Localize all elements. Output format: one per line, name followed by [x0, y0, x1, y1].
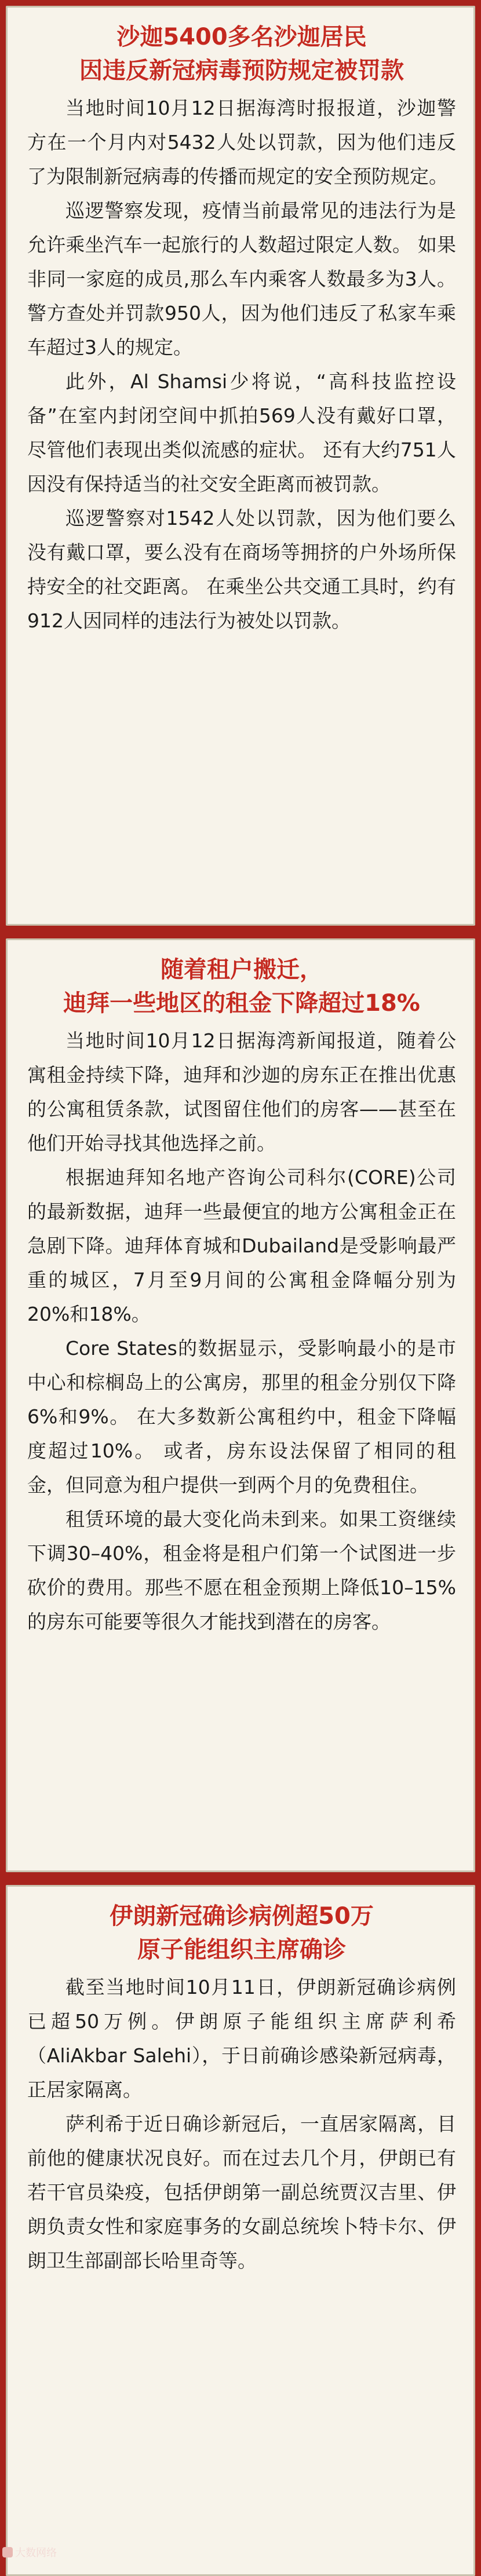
article-paragraph: 此外，Al Shamsi少将说，“高科技监控设备”在室内封闭空间中抓拍569人没有戴好口罩，尽管他们表现出类似流感的症状。 还有大约751人因没有保持适当的社交安全距离而被罚款。	[27, 370, 456, 495]
article-paragraph: 萨利希于近日确诊新冠后，一直居家隔离，目前他的健康状况良好。而在过去几个月，伊朗已有若干官员染疫，包括伊朗第一副总统贾汉吉里、伊朗负责女性和家庭事务的女副总统埃卜特卡尔、伊朗卫生部副部长哈里奇等。	[27, 2113, 456, 2272]
article-headline	[27, 20, 456, 87]
article-card	[6, 1885, 475, 2576]
article-paragraph: 截至当地时间10月11日，伊朗新冠确诊病例已超50万例。伊朗原子能组织主席萨利希（AliAkbar Salehi），于日前确诊感染新冠病毒，正居家隔离。	[27, 1976, 456, 2101]
article-headline	[27, 1899, 456, 1967]
headline-line: 随着租户搬迁，	[161, 956, 323, 983]
headline-line: 因违反新冠病毒预防规定被罚款	[79, 57, 404, 84]
article-card	[6, 6, 475, 926]
article-paragraph: 根据迪拜知名地产咨询公司科尔(CORE)公司的最新数据，迪拜一些最便宜的地方公寓租金正在急剧下降。迪拜体育城和Dubailand是受影响最严重的城区，7月至9月间的公寓租金降幅分别为20%和18%。	[27, 1166, 456, 1325]
headline-line: 原子能组织主席确诊	[137, 1936, 346, 1963]
watermark-text: 大数网络	[15, 2547, 57, 2559]
article-paragraph: 巡逻警察对1542人处以罚款，因为他们要么没有戴口罩，要么没有在商场等拥挤的户外场所保持安全的社交距离。 在乘坐公共交通工具时，约有912人因同样的违法行为被处以罚款。	[27, 507, 456, 632]
article-paragraph: 当地时间10月12日据海湾时报报道，沙迦警方在一个月内对5432人处以罚款，因为他们违反了为限制新冠病毒的传播而规定的安全预防规定。	[27, 97, 456, 188]
headline-line: 沙迦5400多名沙迦居民	[116, 24, 367, 50]
article-headline	[27, 953, 456, 1020]
app-logo-icon	[2, 2547, 13, 2557]
article-paragraph: 当地时间10月12日据海湾新闻报道，随着公寓租金持续下降，迪拜和沙迦的房东正在推出优惠的公寓租赁条款，试图留住他们的房客——甚至在他们开始寻找其他选择之前。	[27, 1029, 456, 1154]
article-paragraph: 巡逻警察发现，疫情当前最常见的违法行为是允许乘坐汽车一起旅行的人数超过限定人数。 如果非同一家庭的成员,那么车内乘客人数最多为3人。警方查处并罚款950人，因为他们违反了私家车乘车超过3人的规定。	[27, 199, 456, 359]
headline-line: 迪拜一些地区的租金下降超过18%	[63, 990, 420, 1017]
headline-line: 伊朗新冠确诊病例超50万	[110, 1903, 374, 1930]
watermark	[2, 2545, 57, 2560]
article-paragraph: 租赁环境的最大变化尚未到来。如果工资继续下调30–40%，租金将是租户们第一个试图进一步砍价的费用。那些不愿在租金预期上降低10–15%的房东可能要等很久才能找到潜在的房客。	[27, 1508, 456, 1633]
article-card	[6, 938, 475, 1872]
article-paragraph: Core States的数据显示，受影响最小的是市中心和棕榈岛上的公寓房，那里的租金分别仅下降6%和9%。 在大多数新公寓租约中，租金下降幅度超过10%。 或者，房东设法保留了相同的租金，但同意为租户提供一到两个月的免费租住。	[27, 1337, 456, 1496]
